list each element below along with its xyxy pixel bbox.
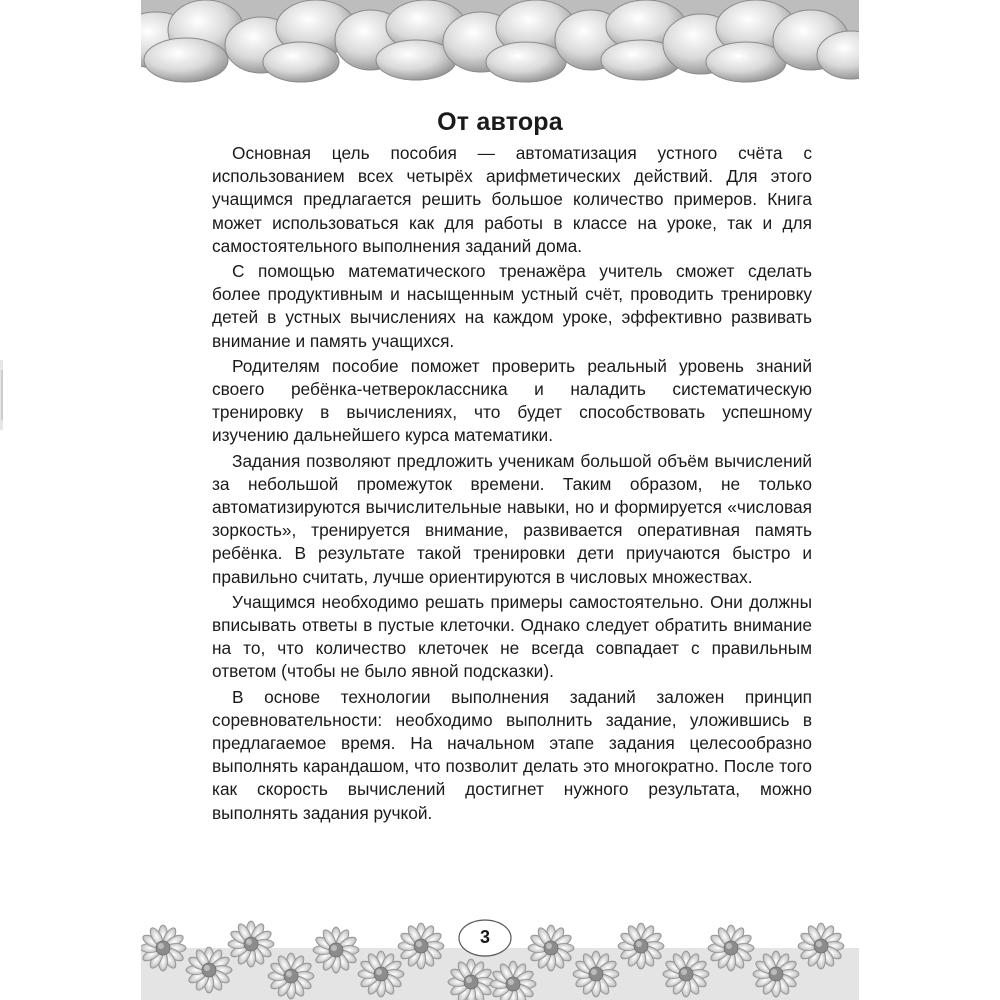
clouds-header-decoration [141, 0, 859, 92]
book-page [141, 0, 859, 1000]
paragraph: Основная цель пособия — автоматизация устного счёта с использованием всех четырёх арифметических действий. Для этого учащимся предлагается решить большое количество примеров. Книга может использоваться как для работы в классе на уроке, так и для самостоятельного выполнения заданий дома. [212, 143, 812, 256]
body-text [212, 142, 812, 827]
page-edge-decoration [0, 360, 6, 430]
paragraph: С помощью математического тренажёра учитель сможет сделать более продуктивным и насыщенным устный счёт, проводить тренировку детей в устных вычислениях на каждом уроке, эффективно развивать внимание и память учащихся. [212, 261, 812, 351]
page-number: 3 [479, 927, 490, 947]
paragraph: Задания позволяют предложить ученикам большой объём вычислений за небольшой промежуток времени. Таким образом, не только автоматизируются вычислительные навыки, но и формируется «числовая зоркость», тренируется внимание, развивается оперативная память ребёнка. В результате такой тренировки дети приучаются быстро и правильно считать, лучше ориентируются в числовых множествах. [212, 450, 812, 587]
page-title: От автора [437, 108, 563, 136]
paragraph: Родителям пособие поможет проверить реальный уровень знаний своего ребёнка-четвероклассника и наладить систематическую тренировку в вычислениях, что будет способствовать успешному изучению дальнейшего курса математики. [212, 355, 812, 446]
paragraph: В основе технологии выполнения заданий заложен принцип соревновательности: необходимо выполнить задание, уложившись в предлагаемое время. На начальном этапе задания целесообразно выполнять карандашом, что позволит делать это многократно. После того как скорость вычислений достигнет нужного результата, можно выполнять задания ручкой. [212, 686, 812, 823]
paragraph: Учащимся необходимо решать примеры самостоятельно. Они должны вписывать ответы в пустые клеточки. Однако следует обратить внимание на то, что количество клеточек не всегда совпадает с правильным ответом (чтобы не было явной подсказки). [212, 591, 812, 682]
